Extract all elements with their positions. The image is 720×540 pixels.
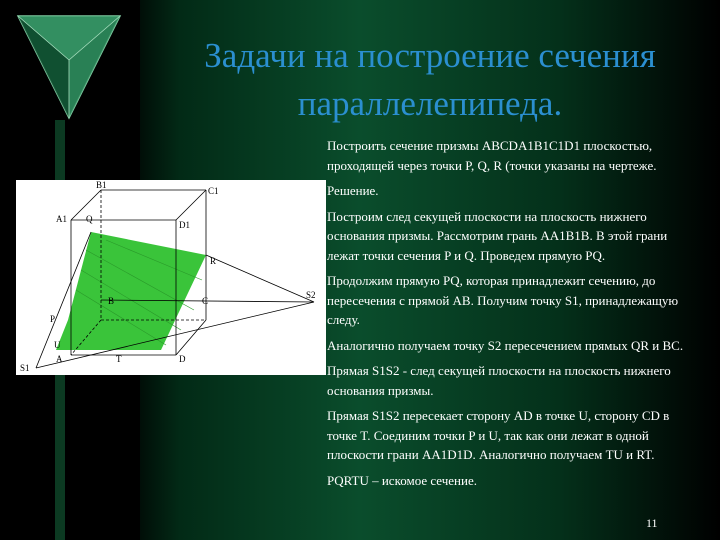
label-b: B xyxy=(108,296,115,306)
solution-text xyxy=(327,136,695,496)
label-a: A xyxy=(56,354,63,364)
label-a1: A1 xyxy=(56,214,67,224)
paragraph-task: Построить сечение призмы ABCDA1B1C1D1 плоскостью, проходящей через точки P, Q, R (точки указаны на чертеже. xyxy=(327,138,657,173)
paragraph-step-1: Построим след секущей плоскости на плоскость нижнего основания призмы. Рассмотрим грань AA1B1B. В этой грани лежат точки сечения P и Q. Проведем прямую PQ. xyxy=(327,208,668,263)
paragraph-step-4: Прямая S1S2 - след секущей плоскости на плоскость нижнего основания призмы. xyxy=(327,363,671,398)
label-u: U xyxy=(54,340,61,350)
title-line-2: параллелепипеда. xyxy=(297,84,563,123)
label-t: T xyxy=(116,354,122,364)
label-q: Q xyxy=(86,214,93,224)
label-s2: S2 xyxy=(306,290,316,300)
label-b1: B1 xyxy=(96,180,107,190)
label-p: P xyxy=(50,314,56,324)
paragraph-step-2: Продолжим прямую PQ, которая принадлежит сечению, до пересечения с прямой AB. Получим точку S1, принадлежащую следу. xyxy=(327,273,679,327)
label-r: R xyxy=(210,256,217,266)
parallelepiped-figure xyxy=(16,180,326,375)
paragraph-step-3: Аналогично получаем точку S2 пересечением прямых QR и BC. xyxy=(327,337,684,353)
paragraph-conclusion: PQRTU – искомое сечение. xyxy=(327,472,477,488)
label-d1: D1 xyxy=(179,220,190,230)
paragraph-solution-heading: Решение. xyxy=(327,183,379,198)
label-c: C xyxy=(202,296,209,306)
label-c1: C1 xyxy=(208,186,219,196)
label-s1: S1 xyxy=(20,363,30,373)
page-number: 11 xyxy=(646,516,658,530)
title-line-1: Задачи на построение сечения xyxy=(204,36,656,75)
slide-title xyxy=(160,32,700,128)
paragraph-step-5: Прямая S1S2 пересекает сторону AD в точке U, сторону CD в точке T. Соединим точки P и U, так как они лежат в одной плоскости грани AA1D1D. Аналогично получаем TU и RT. xyxy=(327,408,670,462)
label-d: D xyxy=(179,354,186,364)
